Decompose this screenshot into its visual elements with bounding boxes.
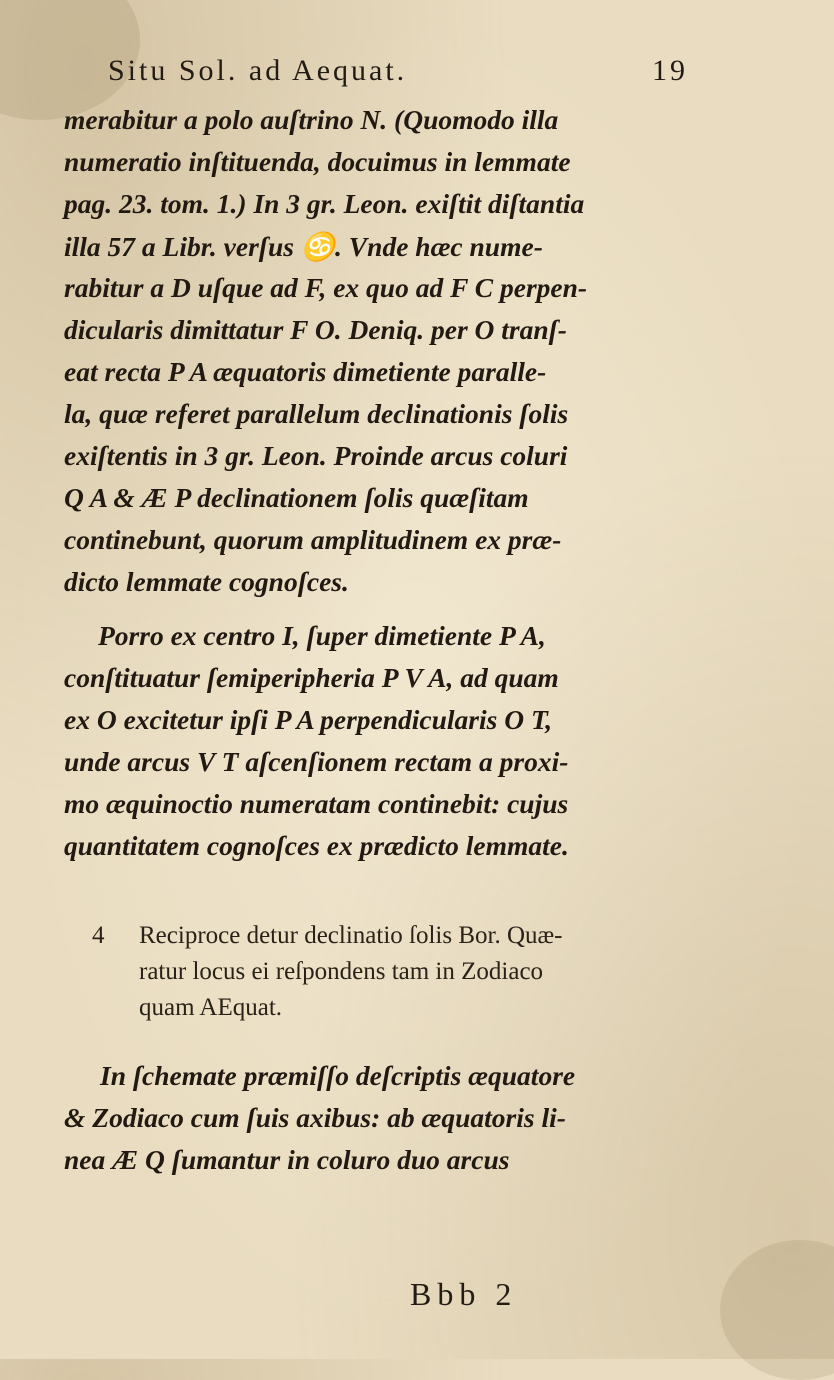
text-line: eat recta P A æquatoris dimetiente paralle- [64, 356, 547, 387]
text-line: numeratio inſtituenda, docuimus in lemmate [64, 146, 571, 177]
text-line: & Zodiaco cum ſuis axibus: ab æquatoris li- [64, 1102, 566, 1133]
text-line: continebunt, quorum amplitudinem ex præ- [64, 524, 562, 555]
text-line: dicularis dimittatur F O. Deniq. per O tranſ- [64, 314, 567, 345]
signature-mark: Bbb 2 [410, 1276, 518, 1312]
text-line: unde arcus V T aſcenſionem rectam a proxi- [64, 746, 569, 777]
text-line: illa 57 a Libr. verſus ♋. Vnde hæc nume- [64, 231, 543, 262]
text-line: exiſtentis in 3 gr. Leon. Proinde arcus coluri [64, 440, 568, 471]
text-line: In ſchemate præmiſſo deſcriptis æquatore [100, 1060, 576, 1091]
text-line: Reciproce detur declinatio ſolis Bor. Quæ- [139, 922, 563, 949]
page-number: 19 [652, 54, 688, 87]
text-line: Q A & Æ P declinationem ſolis quæſitam [64, 482, 529, 513]
text-line: nea Æ Q ſumantur in coluro duo arcus [64, 1144, 510, 1175]
text-line: ratur locus ei reſpondens tam in Zodiaco [139, 958, 544, 985]
age-stain [720, 1240, 834, 1380]
text-line: rabitur a D uſque ad F, ex quo ad F C perpen- [64, 272, 588, 303]
text-line: Porro ex centro I, ſuper dimetiente P A, [98, 620, 546, 651]
text-line: conſtituatur ſemiperipheria P V A, ad quam [64, 662, 559, 693]
text-line: pag. 23. tom. 1.) In 3 gr. Leon. exiſtit diſtantia [64, 188, 585, 219]
text-line: merabitur a polo auſtrino N. (Quomodo illa [64, 104, 559, 135]
running-header [108, 54, 688, 98]
problem-number: 4 [92, 922, 105, 949]
text-line: mo æquinoctio numeratam continebit: cujus [64, 788, 569, 819]
text-line: dicto lemmate cognoſces. [64, 566, 349, 597]
text-line: quantitatem cognoſces ex prædicto lemmate. [64, 830, 569, 861]
text-line: quam AEquat. [139, 994, 283, 1021]
text-line: ex O excitetur ipſi P A perpendicularis O T, [64, 704, 553, 735]
text-line: la, quæ referet parallelum declinationis ſolis [64, 398, 569, 429]
running-title: Situ Sol. ad Aequat. [108, 54, 408, 87]
